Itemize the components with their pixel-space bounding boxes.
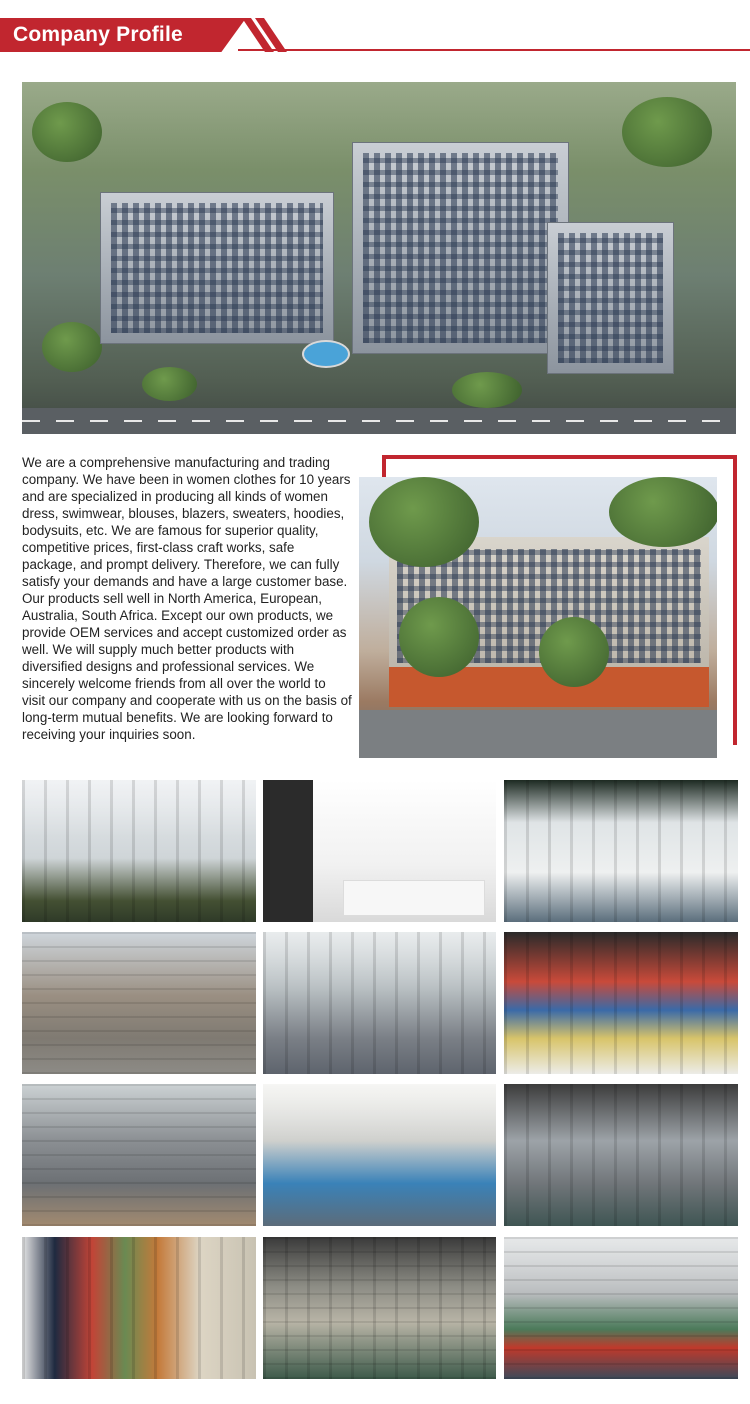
fabric-showroom-photo (504, 932, 738, 1074)
building-right (547, 222, 674, 374)
tree-cluster (32, 102, 102, 162)
tree-cluster (142, 367, 197, 401)
tree-cluster (399, 597, 479, 677)
fabric-rolls-photo (22, 1237, 256, 1379)
building-left (100, 192, 334, 344)
road (22, 408, 736, 434)
section-header (0, 0, 750, 60)
tree-cluster (452, 372, 522, 408)
tree-cluster (539, 617, 609, 687)
knitting-machines-photo (263, 1237, 496, 1379)
tree-cluster (42, 322, 102, 372)
hero-building-image (22, 82, 736, 434)
frame-right (733, 455, 737, 745)
frame-left (382, 455, 386, 477)
fabric-warehouse-photo (22, 1084, 256, 1226)
fountain (302, 340, 350, 368)
tree-cluster (609, 477, 717, 547)
page-title: Company Profile (13, 23, 183, 46)
cutting-machine-photo (263, 1084, 496, 1226)
company-description: We are a comprehensive manufacturing and trading company. We have been in women clothes for 10 years and are specialized in producing all kinds of women dress, swimwear, blouses, blazers, sweaters, hoodies, bodysuits, etc. We are famous for superior quality, competitive prices, first-class craft works, safe package, and prompt delivery. Therefore, we can fully satisfy your demands and have a large customer base. Our products sell well in North America, European, Australia, South Africa. Except our own products, we provide OEM services and accept customized order as well. We will supply much better products with diversified designs and professional services. We sincerely welcome friends from all over the world to visit our company and cooperate with us on the basis of long-term mutual benefits. We are looking forward to receiving your inquiries soon. (22, 455, 352, 742)
tree-cluster (369, 477, 479, 567)
street (359, 710, 717, 758)
sewing-workshop-photo (263, 932, 496, 1074)
tree-cluster (622, 97, 712, 167)
open-office-photo (504, 780, 738, 922)
building-center (352, 142, 569, 354)
reception-desk-photo (263, 780, 496, 922)
factory-street-photo (22, 932, 256, 1074)
office-staff-photo (22, 780, 256, 922)
fabric-inspection-photo (504, 1237, 738, 1379)
dyeing-workshop-photo (504, 1084, 738, 1226)
office-building-photo (359, 477, 717, 758)
frame-top (382, 455, 737, 459)
title-underline (238, 49, 750, 51)
